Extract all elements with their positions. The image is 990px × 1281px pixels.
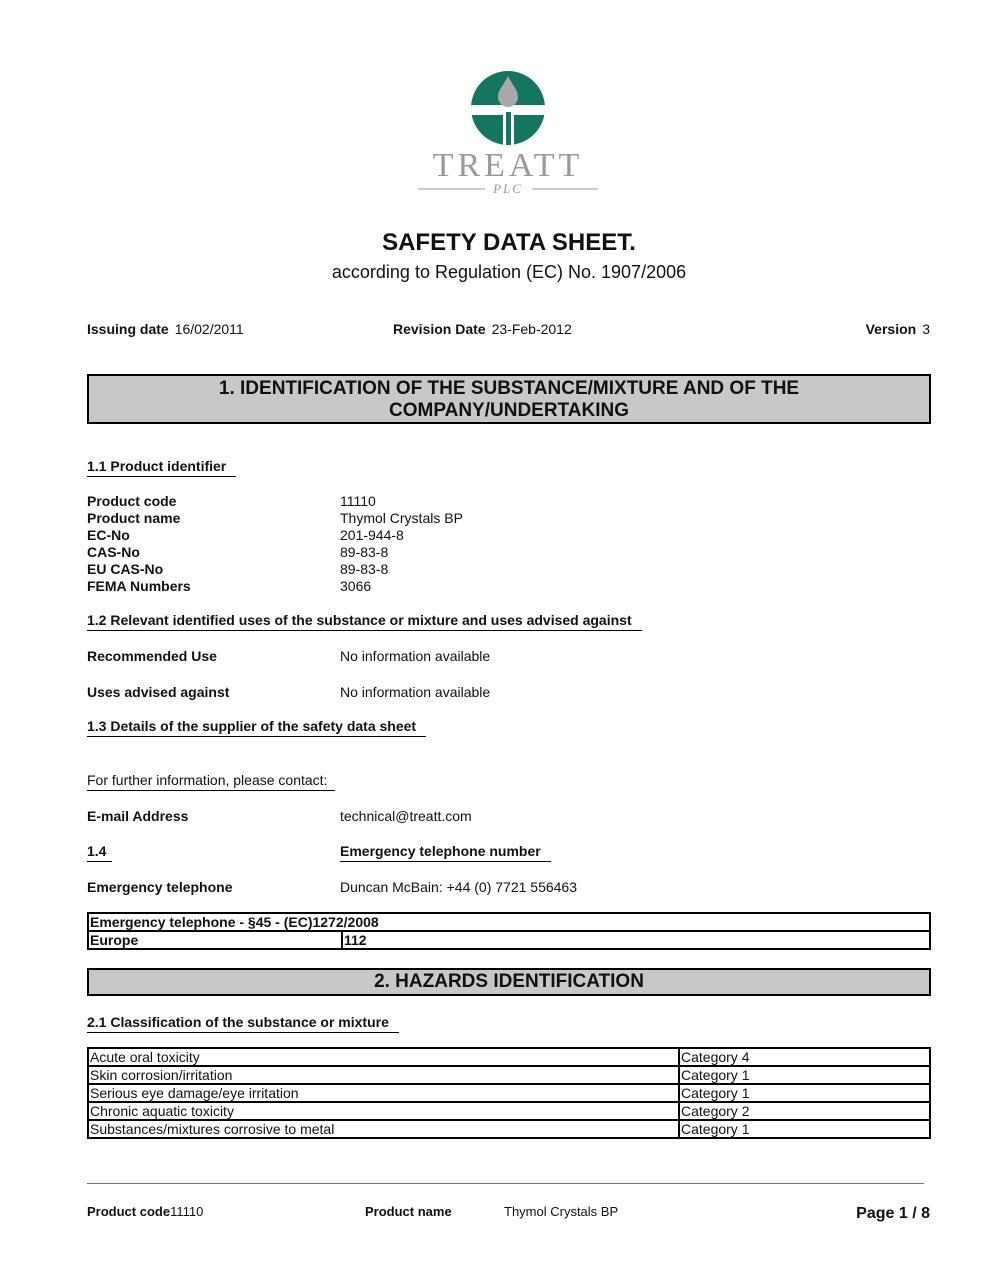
- document-title: SAFETY DATA SHEET.: [382, 229, 636, 256]
- logo-company-text: TREATT: [432, 147, 584, 184]
- subsection-1-4-title: Emergency telephone number: [340, 843, 551, 862]
- issuing-date: [87, 321, 244, 337]
- subsection-1-2: 1.2 Relevant identified uses of the substance or mixture and uses advised against: [87, 612, 642, 631]
- footer-product-code-label: Product code: [87, 1204, 171, 1219]
- footer-product-name-label: [365, 1204, 452, 1219]
- emergency-table-region: Europe: [88, 931, 342, 949]
- email-label: E-mail Address: [87, 808, 189, 824]
- footer-product-code-value: 11110: [170, 1204, 204, 1219]
- hazard-category: Category 1: [679, 1066, 930, 1084]
- footer-name-label-text: Product name: [365, 1204, 452, 1219]
- hazard-name: Serious eye damage/eye irritation: [88, 1084, 679, 1102]
- section-2-heading: 2. HAZARDS IDENTIFICATION: [87, 968, 931, 996]
- identifier-value: Thymol Crystals BP: [340, 510, 463, 526]
- identifier-label: Product name: [87, 510, 181, 526]
- section-1-heading: [87, 374, 931, 424]
- hazard-category: Category 1: [679, 1084, 930, 1102]
- revision-date: [393, 321, 572, 337]
- identifier-label: CAS-No: [87, 544, 140, 560]
- subsection-1-4-number: 1.4: [87, 843, 112, 862]
- hazard-name: Skin corrosion/irritation: [88, 1066, 679, 1084]
- treatt-logo: [410, 68, 605, 198]
- subsection-1-3: 1.3 Details of the supplier of the safety data sheet: [87, 718, 426, 737]
- table-row: [88, 1066, 930, 1084]
- table-row: [88, 931, 930, 949]
- emergency-table-header: Emergency telephone - §45 - (EC)1272/2008: [88, 913, 930, 931]
- hazard-category: Category 1: [679, 1120, 930, 1138]
- footer-product-name-value: Thymol Crystals BP: [504, 1204, 619, 1219]
- recommended-use-value: No information available: [340, 648, 491, 664]
- footer-divider: [87, 1183, 924, 1184]
- section-1-heading-line2: COMPANY/UNDERTAKING: [389, 400, 629, 421]
- document-subtitle: according to Regulation (EC) No. 1907/2006: [331, 262, 687, 282]
- identifier-label: EC-No: [87, 527, 130, 543]
- hazard-name: Substances/mixtures corrosive to metal: [88, 1120, 679, 1138]
- page-number: [856, 1205, 930, 1223]
- identifier-label: Product code: [87, 493, 177, 509]
- identifier-label: FEMA Numbers: [87, 578, 191, 594]
- page-label: Page: [856, 1205, 895, 1222]
- subsection-2-1: 2.1 Classification of the substance or mixture: [87, 1014, 399, 1033]
- identifier-value: 89-83-8: [340, 544, 389, 560]
- uses-advised-against-label: Uses advised against: [87, 684, 230, 700]
- subsection-1-1: 1.1 Product identifier: [87, 458, 236, 477]
- issuing-date-value: 16/02/2011: [174, 321, 244, 337]
- email-value[interactable]: technical@treatt.com: [340, 808, 472, 824]
- identifier-value: 201-944-8: [340, 527, 404, 543]
- page-value: 1 / 8: [898, 1205, 930, 1222]
- emergency-telephone-label: Emergency telephone: [87, 879, 233, 895]
- identifier-value: 89-83-8: [340, 561, 389, 577]
- version: [866, 321, 930, 337]
- table-row: [88, 913, 930, 931]
- hazard-name: Acute oral toxicity: [88, 1048, 679, 1066]
- table-row: [88, 1048, 930, 1066]
- revision-date-label: Revision Date: [393, 321, 486, 337]
- table-row: [88, 1084, 930, 1102]
- hazard-classification-table: [87, 1047, 931, 1139]
- identifier-value: 11110: [340, 493, 376, 509]
- table-row: [88, 1120, 930, 1138]
- recommended-use-label: Recommended Use: [87, 648, 217, 664]
- hazard-category: Category 4: [679, 1048, 930, 1066]
- emergency-telephone-value: Duncan McBain: +44 (0) 7721 556463: [340, 879, 577, 895]
- hazard-category: Category 2: [679, 1102, 930, 1120]
- version-label: Version: [865, 321, 917, 337]
- emergency-telephone-table: [87, 912, 931, 950]
- section-1-heading-line1: 1. IDENTIFICATION OF THE SUBSTANCE/MIXTURE AND OF THE: [218, 378, 800, 399]
- logo-suffix-text: PLC: [493, 181, 523, 196]
- table-row: [88, 1102, 930, 1120]
- footer-product-code: [87, 1204, 203, 1219]
- revision-date-value: 23-Feb-2012: [491, 321, 572, 337]
- emergency-table-number: 112: [342, 931, 930, 949]
- contact-text: For further information, please contact:: [87, 772, 335, 791]
- uses-advised-against-value: No information available: [340, 684, 491, 700]
- issuing-date-label: Issuing date: [87, 321, 169, 337]
- hazard-name: Chronic aquatic toxicity: [88, 1102, 679, 1120]
- identifier-label: EU CAS-No: [87, 561, 164, 577]
- version-value: 3: [922, 321, 930, 337]
- identifier-value: 3066: [340, 578, 372, 594]
